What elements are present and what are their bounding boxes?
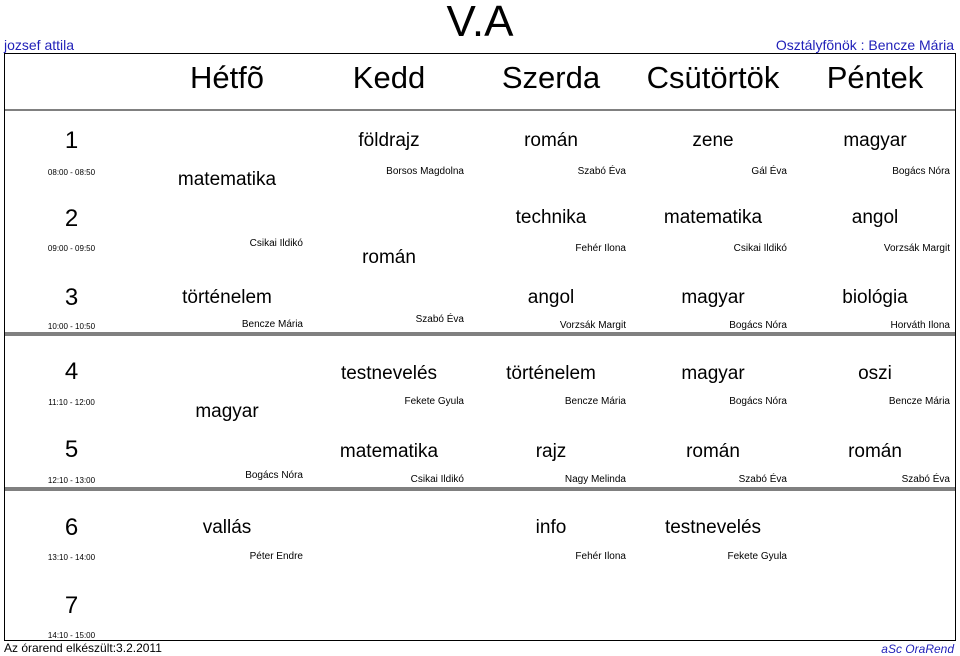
- lesson-subject: földrajz: [358, 130, 420, 151]
- lesson-teacher: Szabó Éva: [577, 166, 626, 177]
- lesson-teacher: Csikai Ildikó: [249, 238, 303, 249]
- day-header-monday: Hétfõ: [189, 60, 265, 95]
- lesson-subject: történelem: [182, 287, 272, 308]
- lesson-teacher: Horváth Ilona: [890, 320, 950, 331]
- lesson-subject: angol: [527, 287, 575, 308]
- day-header-thursday: Csütörtök: [646, 60, 780, 95]
- period-number: 7: [64, 592, 79, 619]
- lesson-teacher: Fekete Gyula: [727, 551, 787, 562]
- lesson-subject: matematika: [339, 441, 439, 462]
- lesson-teacher: Bogács Nóra: [245, 470, 303, 481]
- lesson-subject: info: [535, 517, 567, 538]
- period-number: 6: [64, 514, 79, 541]
- lesson-teacher: Fekete Gyula: [404, 396, 464, 407]
- lesson-subject: román: [362, 247, 416, 268]
- lesson-subject: biológia: [842, 287, 908, 308]
- lesson-teacher: Fehér Ilona: [575, 551, 626, 562]
- class-title: V.A: [446, 0, 514, 46]
- period-number: 5: [64, 436, 79, 463]
- software-credit: aSc OraRend: [881, 642, 954, 656]
- lesson-subject: magyar: [843, 130, 907, 151]
- lesson-subject: román: [686, 441, 740, 462]
- lesson-subject: oszi: [858, 363, 892, 384]
- head-teacher: Osztályfõnök : Bencze Mária: [775, 37, 954, 53]
- lesson-teacher: Borsos Magdolna: [386, 166, 464, 177]
- lesson-teacher: Bencze Mária: [564, 396, 626, 407]
- lesson-teacher: Péter Endre: [249, 551, 303, 562]
- day-header-wednesday: Szerda: [501, 60, 601, 95]
- period-time: 12:10 - 13:00: [47, 476, 96, 485]
- period-time: 08:00 - 08:50: [47, 168, 96, 177]
- lesson-subject: magyar: [681, 287, 745, 308]
- lesson-subject: rajz: [535, 441, 567, 462]
- period-time: 11:10 - 12:00: [48, 398, 95, 407]
- period-time: 09:00 - 09:50: [47, 244, 96, 253]
- lesson-subject: testnevelés: [340, 363, 438, 384]
- day-header-tuesday: Kedd: [352, 60, 426, 95]
- period-number: 1: [64, 127, 79, 154]
- lesson-teacher: Szabó Éva: [415, 314, 464, 325]
- lesson-teacher: Szabó Éva: [901, 474, 950, 485]
- lesson-subject: magyar: [195, 401, 259, 422]
- lesson-teacher: Szabó Éva: [738, 474, 787, 485]
- lesson-subject: magyar: [681, 363, 745, 384]
- lesson-subject: matematika: [177, 169, 277, 190]
- lesson-subject: román: [848, 441, 902, 462]
- period-number: 2: [64, 205, 79, 232]
- lesson-subject: technika: [515, 207, 587, 228]
- period-time: 14:10 - 15:00: [47, 631, 96, 640]
- lesson-teacher: Bogács Nóra: [892, 166, 950, 177]
- lesson-teacher: Nagy Melinda: [564, 474, 626, 485]
- lesson-teacher: Bencze Mária: [888, 396, 950, 407]
- lesson-teacher: Gál Éva: [751, 166, 787, 177]
- lesson-teacher: Vorzsák Margit: [883, 243, 950, 254]
- lesson-teacher: Vorzsák Margit: [559, 320, 626, 331]
- lesson-subject: zene: [692, 130, 734, 151]
- period-time: 10:00 - 10:50: [47, 322, 96, 331]
- period-number: 3: [64, 284, 79, 311]
- user-name: jozsef attila: [4, 37, 75, 53]
- lesson-teacher: Bencze Mária: [241, 319, 303, 330]
- generated-date: Az órarend elkészült:3.2.2011: [4, 641, 162, 655]
- lesson-teacher: Bogács Nóra: [729, 396, 787, 407]
- lesson-subject: történelem: [506, 363, 596, 384]
- period-time: 13:10 - 14:00: [47, 553, 96, 562]
- lesson-subject: román: [524, 130, 578, 151]
- lesson-teacher: Csikai Ildikó: [410, 474, 464, 485]
- day-header-friday: Péntek: [826, 60, 924, 95]
- lesson-subject: matematika: [663, 207, 763, 228]
- lesson-teacher: Fehér Ilona: [575, 243, 626, 254]
- lesson-teacher: Csikai Ildikó: [733, 243, 787, 254]
- period-number: 4: [64, 358, 79, 385]
- lesson-subject: angol: [851, 207, 899, 228]
- lesson-teacher: Bogács Nóra: [729, 320, 787, 331]
- lesson-subject: testnevelés: [664, 517, 762, 538]
- lesson-subject: vallás: [202, 517, 252, 538]
